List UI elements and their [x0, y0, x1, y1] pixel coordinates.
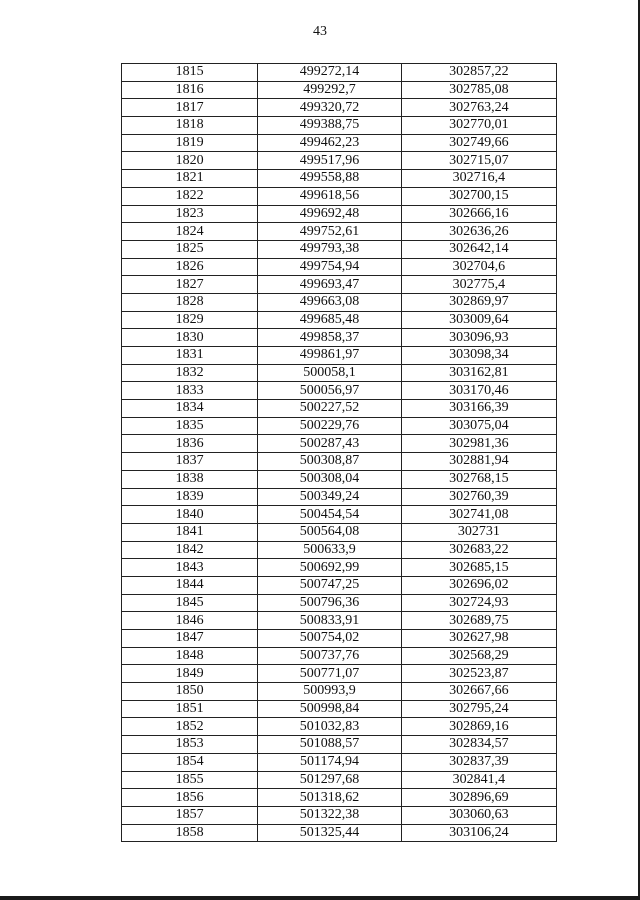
x-coordinate-cell: 499685,48: [258, 311, 401, 329]
point-number-cell: 1833: [122, 382, 258, 400]
point-number-cell: 1836: [122, 435, 258, 453]
table-row: [122, 789, 557, 807]
y-coordinate-cell: 303075,04: [401, 417, 556, 435]
x-coordinate-cell: 500771,07: [258, 665, 401, 683]
x-coordinate-cell: 500349,24: [258, 488, 401, 506]
table-row: [122, 117, 557, 135]
point-number-cell: 1844: [122, 576, 258, 594]
point-number-cell: 1824: [122, 223, 258, 241]
table-row: [122, 488, 557, 506]
x-coordinate-cell: 499517,96: [258, 152, 401, 170]
y-coordinate-cell: 302857,22: [401, 64, 556, 82]
point-number-cell: 1819: [122, 134, 258, 152]
x-coordinate-cell: 499663,08: [258, 293, 401, 311]
x-coordinate-cell: 499793,38: [258, 240, 401, 258]
table-row: [122, 718, 557, 736]
x-coordinate-cell: 500058,1: [258, 364, 401, 382]
table-row: [122, 152, 557, 170]
y-coordinate-cell: 302981,36: [401, 435, 556, 453]
table-row: [122, 612, 557, 630]
x-coordinate-cell: 500692,99: [258, 559, 401, 577]
point-number-cell: 1835: [122, 417, 258, 435]
table-row: [122, 187, 557, 205]
x-coordinate-cell: 500833,91: [258, 612, 401, 630]
table-row: [122, 64, 557, 82]
point-number-cell: 1843: [122, 559, 258, 577]
x-coordinate-cell: 499692,48: [258, 205, 401, 223]
point-number-cell: 1848: [122, 647, 258, 665]
table-row: [122, 329, 557, 347]
y-coordinate-cell: 302704,6: [401, 258, 556, 276]
x-coordinate-cell: 500287,43: [258, 435, 401, 453]
x-coordinate-cell: 500737,76: [258, 647, 401, 665]
coordinates-table-body: [122, 64, 557, 842]
y-coordinate-cell: 302731: [401, 523, 556, 541]
y-coordinate-cell: 302768,15: [401, 470, 556, 488]
table-row: [122, 594, 557, 612]
y-coordinate-cell: 302741,08: [401, 506, 556, 524]
table-row: [122, 382, 557, 400]
point-number-cell: 1852: [122, 718, 258, 736]
y-coordinate-cell: 303162,81: [401, 364, 556, 382]
point-number-cell: 1838: [122, 470, 258, 488]
x-coordinate-cell: 501318,62: [258, 789, 401, 807]
table-row: [122, 453, 557, 471]
y-coordinate-cell: 303166,39: [401, 400, 556, 418]
x-coordinate-cell: 499462,23: [258, 134, 401, 152]
y-coordinate-cell: 302760,39: [401, 488, 556, 506]
table-row: [122, 630, 557, 648]
table-row: [122, 523, 557, 541]
point-number-cell: 1831: [122, 347, 258, 365]
y-coordinate-cell: 302642,14: [401, 240, 556, 258]
point-number-cell: 1834: [122, 400, 258, 418]
point-number-cell: 1817: [122, 99, 258, 117]
x-coordinate-cell: 500747,25: [258, 576, 401, 594]
y-coordinate-cell: 302666,16: [401, 205, 556, 223]
point-number-cell: 1822: [122, 187, 258, 205]
y-coordinate-cell: 302869,97: [401, 293, 556, 311]
x-coordinate-cell: 500308,87: [258, 453, 401, 471]
x-coordinate-cell: 500454,54: [258, 506, 401, 524]
y-coordinate-cell: 303060,63: [401, 806, 556, 824]
x-coordinate-cell: 501297,68: [258, 771, 401, 789]
table-row: [122, 435, 557, 453]
table-row: [122, 81, 557, 99]
x-coordinate-cell: 500564,08: [258, 523, 401, 541]
table-row: [122, 311, 557, 329]
x-coordinate-cell: 500227,52: [258, 400, 401, 418]
point-number-cell: 1830: [122, 329, 258, 347]
table-row: [122, 506, 557, 524]
point-number-cell: 1856: [122, 789, 258, 807]
y-coordinate-cell: 302700,15: [401, 187, 556, 205]
x-coordinate-cell: 501322,38: [258, 806, 401, 824]
point-number-cell: 1857: [122, 806, 258, 824]
x-coordinate-cell: 500633,9: [258, 541, 401, 559]
x-coordinate-cell: 500796,36: [258, 594, 401, 612]
y-coordinate-cell: 302841,4: [401, 771, 556, 789]
y-coordinate-cell: 302785,08: [401, 81, 556, 99]
y-coordinate-cell: 302715,07: [401, 152, 556, 170]
x-coordinate-cell: 499754,94: [258, 258, 401, 276]
point-number-cell: 1821: [122, 170, 258, 188]
x-coordinate-cell: 500993,9: [258, 683, 401, 701]
y-coordinate-cell: 302763,24: [401, 99, 556, 117]
table-row: [122, 293, 557, 311]
y-coordinate-cell: 302683,22: [401, 541, 556, 559]
point-number-cell: 1842: [122, 541, 258, 559]
table-row: [122, 647, 557, 665]
page-number: 43: [313, 24, 327, 39]
x-coordinate-cell: 499558,88: [258, 170, 401, 188]
point-number-cell: 1823: [122, 205, 258, 223]
y-coordinate-cell: 302881,94: [401, 453, 556, 471]
table-row: [122, 417, 557, 435]
point-number-cell: 1855: [122, 771, 258, 789]
x-coordinate-cell: 500998,84: [258, 700, 401, 718]
y-coordinate-cell: 302568,29: [401, 647, 556, 665]
y-coordinate-cell: 302689,75: [401, 612, 556, 630]
point-number-cell: 1816: [122, 81, 258, 99]
table-row: [122, 347, 557, 365]
y-coordinate-cell: 302770,01: [401, 117, 556, 135]
x-coordinate-cell: 499272,14: [258, 64, 401, 82]
point-number-cell: 1850: [122, 683, 258, 701]
point-number-cell: 1826: [122, 258, 258, 276]
table-row: [122, 364, 557, 382]
y-coordinate-cell: 302795,24: [401, 700, 556, 718]
table-row: [122, 736, 557, 754]
point-number-cell: 1815: [122, 64, 258, 82]
x-coordinate-cell: 501088,57: [258, 736, 401, 754]
table-row: [122, 223, 557, 241]
y-coordinate-cell: 302716,4: [401, 170, 556, 188]
point-number-cell: 1818: [122, 117, 258, 135]
table-row: [122, 99, 557, 117]
point-number-cell: 1825: [122, 240, 258, 258]
point-number-cell: 1853: [122, 736, 258, 754]
y-coordinate-cell: 302896,69: [401, 789, 556, 807]
scan-edge-bottom: [0, 896, 640, 900]
table-row: [122, 170, 557, 188]
point-number-cell: 1840: [122, 506, 258, 524]
x-coordinate-cell: 500229,76: [258, 417, 401, 435]
table-row: [122, 700, 557, 718]
y-coordinate-cell: 302834,57: [401, 736, 556, 754]
x-coordinate-cell: 499858,37: [258, 329, 401, 347]
point-number-cell: 1858: [122, 824, 258, 842]
coordinates-table: [121, 63, 557, 842]
y-coordinate-cell: 303009,64: [401, 311, 556, 329]
point-number-cell: 1820: [122, 152, 258, 170]
y-coordinate-cell: 303106,24: [401, 824, 556, 842]
table-row: [122, 276, 557, 294]
x-coordinate-cell: 499618,56: [258, 187, 401, 205]
table-row: [122, 683, 557, 701]
table-row: [122, 576, 557, 594]
y-coordinate-cell: 302775,4: [401, 276, 556, 294]
y-coordinate-cell: 302636,26: [401, 223, 556, 241]
y-coordinate-cell: 303170,46: [401, 382, 556, 400]
table-row: [122, 753, 557, 771]
x-coordinate-cell: 501174,94: [258, 753, 401, 771]
table-row: [122, 771, 557, 789]
x-coordinate-cell: 499292,7: [258, 81, 401, 99]
x-coordinate-cell: 499320,72: [258, 99, 401, 117]
point-number-cell: 1854: [122, 753, 258, 771]
x-coordinate-cell: 501032,83: [258, 718, 401, 736]
y-coordinate-cell: 302696,02: [401, 576, 556, 594]
x-coordinate-cell: 501325,44: [258, 824, 401, 842]
table-row: [122, 258, 557, 276]
y-coordinate-cell: 302523,87: [401, 665, 556, 683]
point-number-cell: 1839: [122, 488, 258, 506]
point-number-cell: 1846: [122, 612, 258, 630]
y-coordinate-cell: 302869,16: [401, 718, 556, 736]
x-coordinate-cell: 499861,97: [258, 347, 401, 365]
point-number-cell: 1847: [122, 630, 258, 648]
y-coordinate-cell: 302667,66: [401, 683, 556, 701]
x-coordinate-cell: 499752,61: [258, 223, 401, 241]
y-coordinate-cell: 302627,98: [401, 630, 556, 648]
y-coordinate-cell: 302724,93: [401, 594, 556, 612]
point-number-cell: 1827: [122, 276, 258, 294]
x-coordinate-cell: 499693,47: [258, 276, 401, 294]
table-row: [122, 541, 557, 559]
x-coordinate-cell: 500308,04: [258, 470, 401, 488]
point-number-cell: 1829: [122, 311, 258, 329]
point-number-cell: 1828: [122, 293, 258, 311]
table-row: [122, 470, 557, 488]
point-number-cell: 1845: [122, 594, 258, 612]
y-coordinate-cell: 303096,93: [401, 329, 556, 347]
x-coordinate-cell: 500754,02: [258, 630, 401, 648]
y-coordinate-cell: 303098,34: [401, 347, 556, 365]
y-coordinate-cell: 302685,15: [401, 559, 556, 577]
y-coordinate-cell: 302837,39: [401, 753, 556, 771]
point-number-cell: 1851: [122, 700, 258, 718]
table-row: [122, 665, 557, 683]
x-coordinate-cell: 499388,75: [258, 117, 401, 135]
point-number-cell: 1849: [122, 665, 258, 683]
point-number-cell: 1841: [122, 523, 258, 541]
table-row: [122, 134, 557, 152]
table-row: [122, 806, 557, 824]
table-row: [122, 240, 557, 258]
point-number-cell: 1832: [122, 364, 258, 382]
point-number-cell: 1837: [122, 453, 258, 471]
y-coordinate-cell: 302749,66: [401, 134, 556, 152]
table-row: [122, 205, 557, 223]
table-row: [122, 400, 557, 418]
table-row: [122, 824, 557, 842]
x-coordinate-cell: 500056,97: [258, 382, 401, 400]
table-row: [122, 559, 557, 577]
